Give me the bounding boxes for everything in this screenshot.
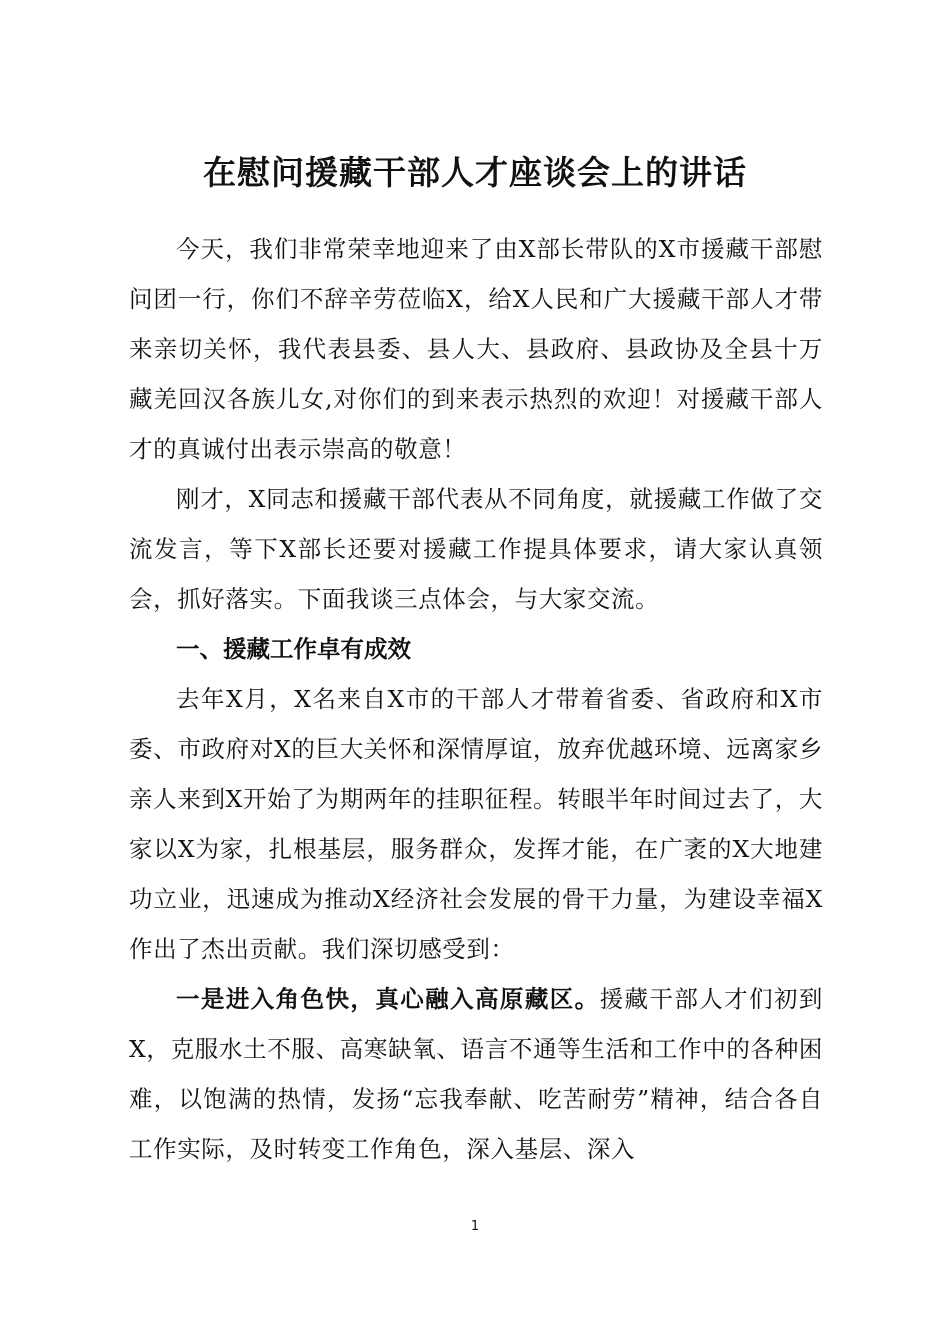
paragraph [129,224,823,474]
paragraph-text: 刚才，X同志和援藏干部代表从不同角度，就援藏工作做了交流发言，等下X部长还要对援藏工作提具体要求，请大家认真领会，抓好落实。下面我谈三点体会，与大家交流。 [129,485,823,613]
paragraph-text: 援藏干部人才们初到X，克服水土不服、高寒缺氧、语言不通等生活和工作中的各种困难，以饱满的热情，发扬“忘我奉献、吃苦耐劳”精神，结合各自工作实际，及时转变工作角色，深入基层、深入 [129,985,824,1163]
section-heading: 一、援藏工作卓有成效 [176,635,411,663]
paragraph [129,674,823,974]
page-number: 1 [470,1219,480,1234]
document-title: 在慰问援藏干部人才座谈会上的讲话 [203,153,747,192]
paragraph-text: 去年X月，X名来自X市的干部人才带着省委、省政府和X市委、市政府对X的巨大关怀和深情厚谊，放弃优越环境、远离家乡亲人来到X开始了为期两年的挂职征程。转眼半年时间过去了，大家以X为家，扎根基层，服务群众，发挥才能，在广袤的X大地建功立业，迅速成为推动X经济社会发展的骨干力量，为建设幸福X作出了杰出贡献。我们深切感受到： [129,685,823,963]
paragraph-lead: 一是进入角色快，真心融入高原藏区。 [176,985,600,1013]
document-body [129,224,823,1174]
paragraph [129,974,823,1174]
paragraph [129,474,823,624]
paragraph-text: 今天，我们非常荣幸地迎来了由X部长带队的X市援藏干部慰问团一行，你们不辞辛劳莅临X，给X人民和广大援藏干部人才带来亲切关怀，我代表县委、县人大、县政府、县政协及全县十万藏羌回汉各族儿女,对你们的到来表示热烈的欢迎！对援藏干部人才的真诚付出表示崇高的敬意！ [129,235,823,463]
